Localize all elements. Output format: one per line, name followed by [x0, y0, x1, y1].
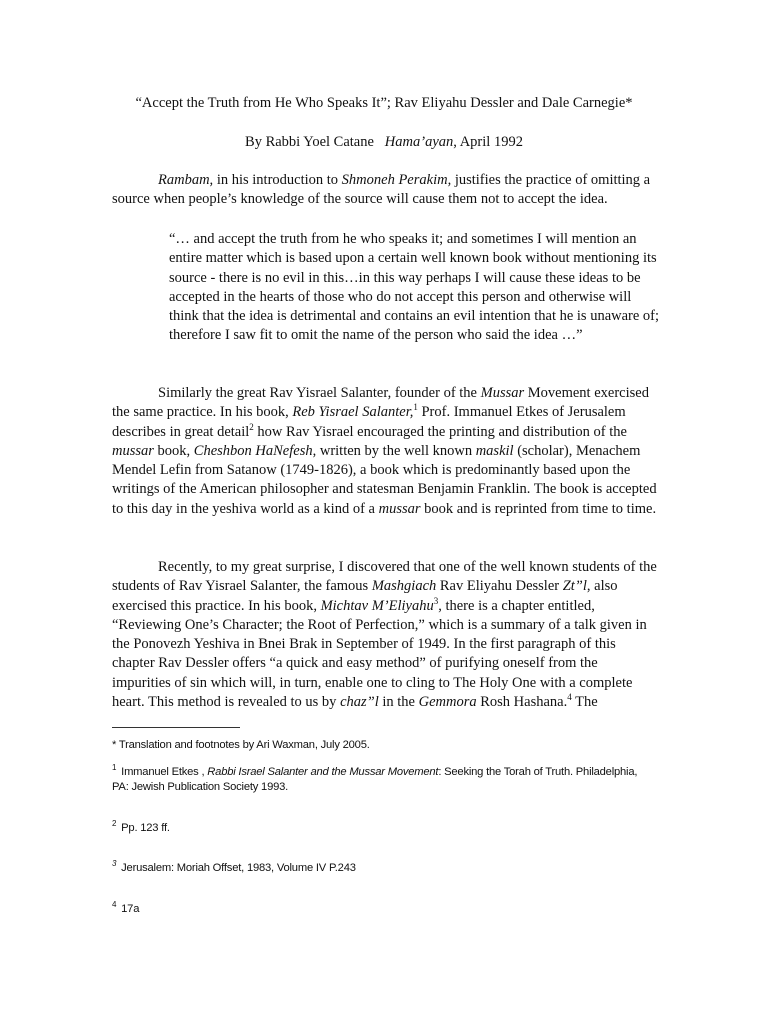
text-span: Movement exercised the same practice. In his book,: [112, 385, 649, 421]
text-span: Shmoneh Perakim,: [341, 172, 452, 188]
text-span: Pp. 123 ff.: [118, 822, 170, 834]
text-span: Michtav M’Eliyahu: [320, 597, 434, 614]
footnote-ref[interactable]: 2: [249, 421, 254, 432]
paragraph-2: [112, 384, 657, 519]
footnote-mark: 2: [112, 819, 117, 829]
footnote-3: [112, 861, 652, 876]
text-span: Mashgiach: [371, 578, 437, 595]
text-span: The: [571, 694, 598, 711]
text-span: , written by the well known: [312, 442, 476, 459]
text-span: : Seeking the Torah of Truth. Philadelphia, PA: Jewish Publication Society 1993.: [112, 766, 638, 793]
text-span: Zt”l: [562, 578, 587, 595]
paragraph-1: [112, 171, 657, 210]
text-span: Recently, to my great surprise, I discovered that one of the well known students of the students of Rav Yisrael Salanter, the famous: [112, 559, 657, 595]
document-title: “Accept the Truth from He Who Speaks It”; Rav Eliyahu Dessler and Dale Carnegie*: [135, 95, 633, 111]
footnote-ref[interactable]: 4: [567, 692, 572, 703]
text-span: justifies the practice of omitting a source when people’s knowledge of the source will cause them not to accept the idea.: [112, 172, 651, 208]
text-span: in the: [378, 694, 419, 711]
text-span: Rav Eliyahu Dessler: [436, 578, 563, 595]
footnote-mark: 3: [112, 859, 117, 869]
text-span: Jerusalem: Moriah Offset, 1983, Volume IV P.243: [118, 862, 356, 874]
text-span: Rosh Hashana.: [476, 694, 568, 711]
text-span: in his introduction to: [213, 172, 342, 188]
footnote-mark: 1: [112, 763, 117, 773]
text-span: 17a: [118, 903, 140, 915]
text-span: , there is a chapter entitled, “Reviewing One’s Character; the Root of Perfection,” which is a summary of a talk given in the Ponovezh Yeshiva in Bnei Brak in September of 1949. In the first paragraph of this chapter Rav Dessler offers “a quick and easy method” of purifying oneself from the impurities of sin which will, in turn, enable one to cling to The Holy One with a complete heart. This method is revealed to us by: [112, 597, 647, 711]
text-span: book,: [153, 442, 194, 459]
author: By Rabbi Yoel Catane: [245, 134, 374, 150]
block-quote: “… and accept the truth from he who speaks it; and sometimes I will mention an entire matter which is based upon a certain well known book without mentioning its source - there is no evil in this…in this way perhaps I will cause these ideas to be accepted in the hearts of those who do not accept this person and otherwise will think that the idea is detrimental and contains an evil intention that he is unaware of; therefore I saw fit to omit the name of the person who said the idea …”: [169, 231, 660, 344]
text-span: mussar: [378, 500, 421, 517]
text-span: Immanuel Etkes ,: [118, 766, 208, 778]
footnote-2: [112, 821, 652, 836]
text-span: Reb Yisrael Salanter,: [292, 404, 414, 421]
publication-name: Hama’ayan: [384, 134, 454, 150]
text-span: Rambam,: [158, 172, 214, 188]
text-span: Rabbi Israel Salanter and the Mussar Movement: [207, 766, 439, 778]
text-span: Similarly the great Rav Yisrael Salanter, founder of the: [158, 385, 481, 401]
text-span: maskil: [475, 442, 514, 459]
footnote-ref[interactable]: 1: [413, 402, 418, 413]
footnote-mark: 4: [112, 900, 117, 910]
footnote-translator: * Translation and footnotes by Ari Waxman, July 2005.: [112, 739, 370, 751]
text-span: book and is reprinted from time to time.: [420, 500, 657, 517]
text-span: (scholar), Menachem Mendel Lefin from Satanow (1749-1826), a book which is predominantly based upon the writings of the American philosopher and statesman Benjamin Franklin. The book is accepted to this day in the yeshiva world as a kind of a: [112, 442, 657, 517]
text-span: how Rav Yisrael encouraged the printing and distribution of the: [253, 423, 627, 440]
paragraph-3: [112, 558, 657, 712]
footnote-4: [112, 902, 652, 917]
text-span: chaz”l: [340, 694, 379, 711]
publication-date: , April 1992: [453, 134, 523, 150]
text-span: mussar: [112, 442, 154, 459]
footnote-ref[interactable]: 3: [433, 595, 439, 606]
byline: [0, 133, 768, 151]
text-span: Mussar: [480, 385, 525, 401]
text-span: Prof. Immanuel Etkes of Jerusalem describes in great detail: [112, 404, 626, 440]
footnote-1: [112, 765, 652, 795]
text-span: Cheshbon HaNefesh: [193, 442, 313, 459]
footnote-separator: [112, 727, 240, 728]
text-span: Gemmora: [418, 694, 477, 711]
text-span: , also exercised this practice. In his book,: [112, 578, 618, 614]
